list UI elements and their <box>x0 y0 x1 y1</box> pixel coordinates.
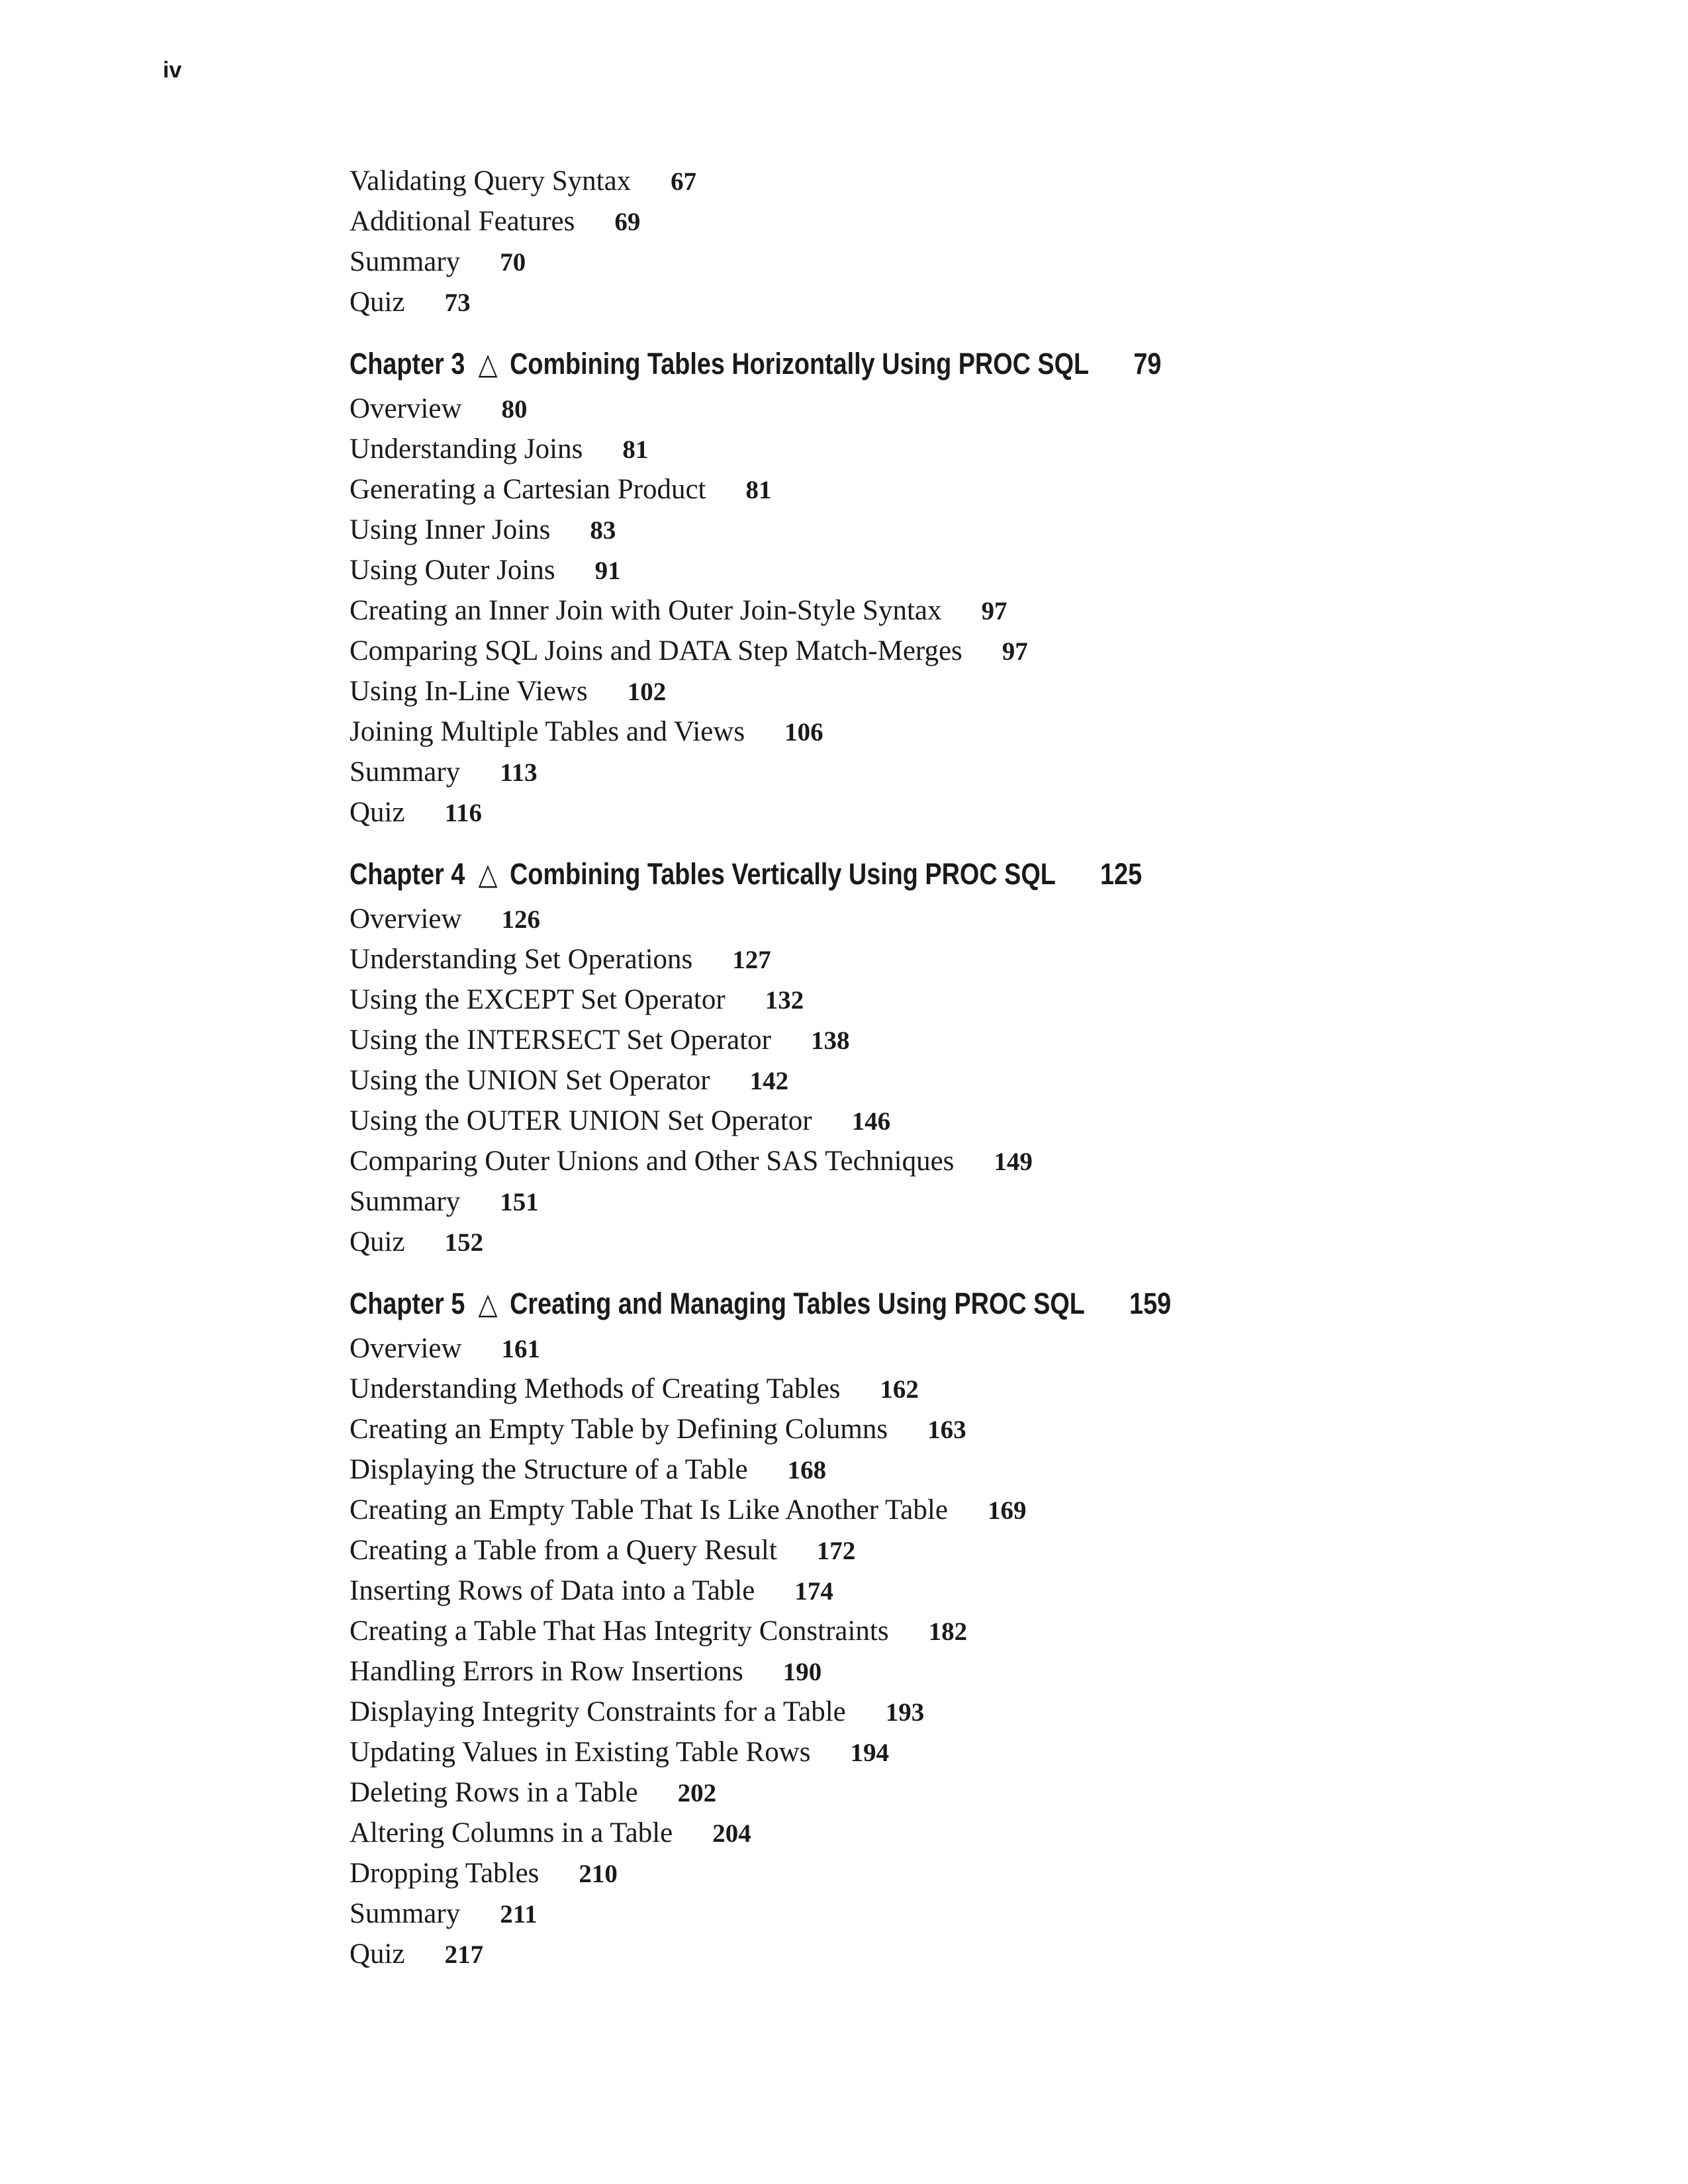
toc-entry-page: 91 <box>594 557 621 585</box>
toc-entry-title: Creating an Empty Table by Defining Columns <box>350 1414 888 1445</box>
toc-entry[interactable] <box>350 1449 1607 1490</box>
toc-entry-title: Summary <box>350 246 461 277</box>
chapter-heading[interactable] <box>350 850 1406 899</box>
toc-entry[interactable] <box>350 1101 1607 1141</box>
chapter-title: Combining Tables Horizontally Using PROC SQL <box>510 347 1090 381</box>
chapter-label: Chapter 3 <box>350 347 465 381</box>
toc-entry[interactable] <box>350 1060 1607 1101</box>
toc-entry[interactable] <box>350 550 1607 590</box>
toc-entry-page: 146 <box>851 1107 891 1136</box>
toc-entry-title: Quiz <box>350 797 405 828</box>
toc-entry-title: Handling Errors in Row Insertions <box>350 1656 743 1687</box>
toc-entry-page: 210 <box>579 1860 618 1888</box>
toc-entry-page: 102 <box>627 678 667 706</box>
toc-entry-page: 217 <box>444 1940 484 1969</box>
toc-entry-title: Creating an Empty Table That Is Like Another Table <box>350 1494 948 1525</box>
toc-entry[interactable] <box>350 1651 1607 1692</box>
toc-entry-title: Quiz <box>350 1226 405 1257</box>
toc-entry-page: 132 <box>765 986 804 1015</box>
toc-entry[interactable] <box>350 939 1607 979</box>
toc-entry-title: Summary <box>350 1898 461 1929</box>
toc-entry-page: 70 <box>500 248 526 277</box>
toc-entry-title: Overview <box>350 1333 462 1364</box>
toc-entry-title: Joining Multiple Tables and Views <box>350 716 745 747</box>
chapter-page: 79 <box>1133 347 1162 381</box>
toc-entry-title: Using the OUTER UNION Set Operator <box>350 1105 812 1136</box>
toc-entry-title: Additional Features <box>350 206 575 237</box>
toc-entry-title: Summary <box>350 756 461 788</box>
toc-entry-title: Generating a Cartesian Product <box>350 474 706 505</box>
toc-entry[interactable] <box>350 1853 1607 1893</box>
toc-entry-title: Using the INTERSECT Set Operator <box>350 1024 771 1056</box>
toc-entry-title: Using Outer Joins <box>350 555 555 586</box>
toc-entry[interactable] <box>350 1530 1607 1570</box>
toc-entry-page: 169 <box>987 1496 1027 1525</box>
toc-entry[interactable] <box>350 201 1607 242</box>
toc-entry[interactable] <box>350 752 1607 792</box>
toc-entry[interactable] <box>350 1692 1607 1732</box>
toc-entry-title: Inserting Rows of Data into a Table <box>350 1575 755 1606</box>
toc-entry-page: 83 <box>590 516 616 545</box>
toc-entry-page: 67 <box>671 167 697 196</box>
chapter-title: Creating and Managing Tables Using PROC SQL <box>510 1287 1085 1320</box>
toc-entry-title: Displaying the Structure of a Table <box>350 1454 748 1485</box>
toc-entry[interactable] <box>350 631 1607 671</box>
toc-entry-page: 151 <box>500 1188 539 1216</box>
chapter-label: Chapter 4 <box>350 857 465 891</box>
toc-entry-title: Creating a Table from a Query Result <box>350 1535 777 1566</box>
chapter-page: 159 <box>1129 1287 1172 1320</box>
triangle-icon: △ <box>478 1287 498 1320</box>
toc-entry-title: Overview <box>350 903 462 934</box>
toc-entry[interactable] <box>350 161 1607 201</box>
toc-entry[interactable] <box>350 1328 1607 1369</box>
chapter-5-block <box>350 1279 1607 1974</box>
toc-entry-title: Altering Columns in a Table <box>350 1817 673 1848</box>
toc-entry-page: 163 <box>927 1416 966 1444</box>
toc-entry-title: Quiz <box>350 1938 405 1970</box>
toc-entry[interactable] <box>350 590 1607 631</box>
toc-entry-page: 202 <box>677 1779 717 1807</box>
toc-entry[interactable] <box>350 979 1607 1020</box>
toc-entry-title: Validating Query Syntax <box>350 165 632 197</box>
toc-entry-title: Understanding Set Operations <box>350 944 693 975</box>
toc-entry-page: 97 <box>1002 637 1028 666</box>
chapter-3-block <box>350 340 1607 833</box>
toc-entry[interactable] <box>350 1409 1607 1449</box>
toc-entry-page: 182 <box>928 1617 968 1646</box>
toc-entry-page: 138 <box>810 1026 850 1055</box>
toc-entry[interactable] <box>350 1570 1607 1611</box>
table-of-contents <box>350 161 1607 1991</box>
toc-entry-page: 142 <box>749 1067 789 1095</box>
toc-entry-title: Understanding Methods of Creating Tables <box>350 1373 841 1404</box>
toc-entry[interactable] <box>350 711 1607 752</box>
toc-entry-title: Using the UNION Set Operator <box>350 1065 710 1096</box>
toc-entry[interactable] <box>350 1893 1607 1934</box>
chapter-label: Chapter 5 <box>350 1287 465 1320</box>
toc-entry[interactable] <box>350 388 1607 429</box>
toc-entry-page: 126 <box>501 905 541 934</box>
toc-entry-page: 162 <box>880 1375 919 1404</box>
toc-entry[interactable] <box>350 429 1607 469</box>
triangle-icon: △ <box>478 857 498 891</box>
toc-entry[interactable] <box>350 1772 1607 1813</box>
chapter-title: Combining Tables Vertically Using PROC SQL <box>510 857 1056 891</box>
toc-entry-title: Comparing Outer Unions and Other SAS Techniques <box>350 1146 955 1177</box>
toc-entry[interactable] <box>350 242 1607 282</box>
toc-entry-title: Displaying Integrity Constraints for a Table <box>350 1696 846 1727</box>
toc-entry-page: 73 <box>444 289 471 317</box>
toc-entry[interactable] <box>350 1934 1607 1974</box>
toc-entry-title: Using In-Line Views <box>350 676 588 707</box>
toc-entry-page: 174 <box>794 1577 833 1606</box>
chapter-heading[interactable] <box>350 340 1406 388</box>
toc-entry-title: Dropping Tables <box>350 1858 539 1889</box>
toc-entry[interactable] <box>350 899 1607 939</box>
toc-entry-page: 194 <box>850 1739 890 1767</box>
toc-entry[interactable] <box>350 1490 1607 1530</box>
toc-entry-page: 69 <box>614 208 641 236</box>
triangle-icon: △ <box>478 347 498 381</box>
toc-entry-title: Using the EXCEPT Set Operator <box>350 984 726 1015</box>
toc-entry-page: 168 <box>787 1456 827 1484</box>
toc-entry-title: Creating a Table That Has Integrity Constraints <box>350 1615 889 1647</box>
toc-entry-page: 80 <box>501 395 528 424</box>
toc-entry-page: 204 <box>712 1819 751 1848</box>
toc-entry-title: Overview <box>350 393 462 424</box>
toc-entry-page: 152 <box>444 1228 484 1257</box>
toc-entry-page: 190 <box>782 1658 822 1686</box>
toc-entry[interactable] <box>350 1020 1607 1060</box>
toc-entry-title: Creating an Inner Join with Outer Join-Style Syntax <box>350 595 942 626</box>
toc-entry[interactable] <box>350 469 1607 510</box>
toc-entry-page: 97 <box>981 597 1008 625</box>
toc-entry-title: Comparing SQL Joins and DATA Step Match-Merges <box>350 635 962 666</box>
chapter-heading[interactable] <box>350 1279 1406 1328</box>
toc-entry[interactable] <box>350 1141 1607 1181</box>
toc-entry-title: Quiz <box>350 287 405 318</box>
toc-entry[interactable] <box>350 1369 1607 1409</box>
toc-entry[interactable] <box>350 1222 1607 1262</box>
toc-entry-page: 193 <box>885 1698 925 1727</box>
chapter-page: 125 <box>1100 857 1143 891</box>
toc-entry-page: 149 <box>994 1148 1033 1176</box>
toc-entry-page: 81 <box>622 435 649 464</box>
toc-entry[interactable] <box>350 1813 1607 1853</box>
toc-entry[interactable] <box>350 282 1607 322</box>
toc-entry-page: 161 <box>501 1335 541 1363</box>
toc-entry-title: Deleting Rows in a Table <box>350 1777 638 1808</box>
toc-entry-page: 116 <box>444 799 482 827</box>
toc-entry[interactable] <box>350 1611 1607 1651</box>
page-folio: iv <box>163 58 182 83</box>
toc-entry-title: Summary <box>350 1186 461 1217</box>
toc-entry-title: Updating Values in Existing Table Rows <box>350 1737 811 1768</box>
toc-entry-title: Using Inner Joins <box>350 514 551 545</box>
toc-intro-block <box>350 161 1607 322</box>
toc-entry[interactable] <box>350 671 1607 711</box>
toc-entry-page: 211 <box>500 1900 538 1929</box>
toc-entry-page: 113 <box>500 758 538 787</box>
toc-entry[interactable] <box>350 510 1607 550</box>
toc-entry-page: 81 <box>745 476 772 504</box>
toc-entry-title: Understanding Joins <box>350 433 583 465</box>
toc-entry[interactable] <box>350 1181 1607 1222</box>
toc-entry[interactable] <box>350 1732 1607 1772</box>
chapter-4-block <box>350 850 1607 1262</box>
toc-entry[interactable] <box>350 792 1607 833</box>
toc-entry-page: 106 <box>784 718 823 747</box>
toc-entry-page: 127 <box>732 946 771 974</box>
toc-entry-page: 172 <box>816 1537 856 1565</box>
